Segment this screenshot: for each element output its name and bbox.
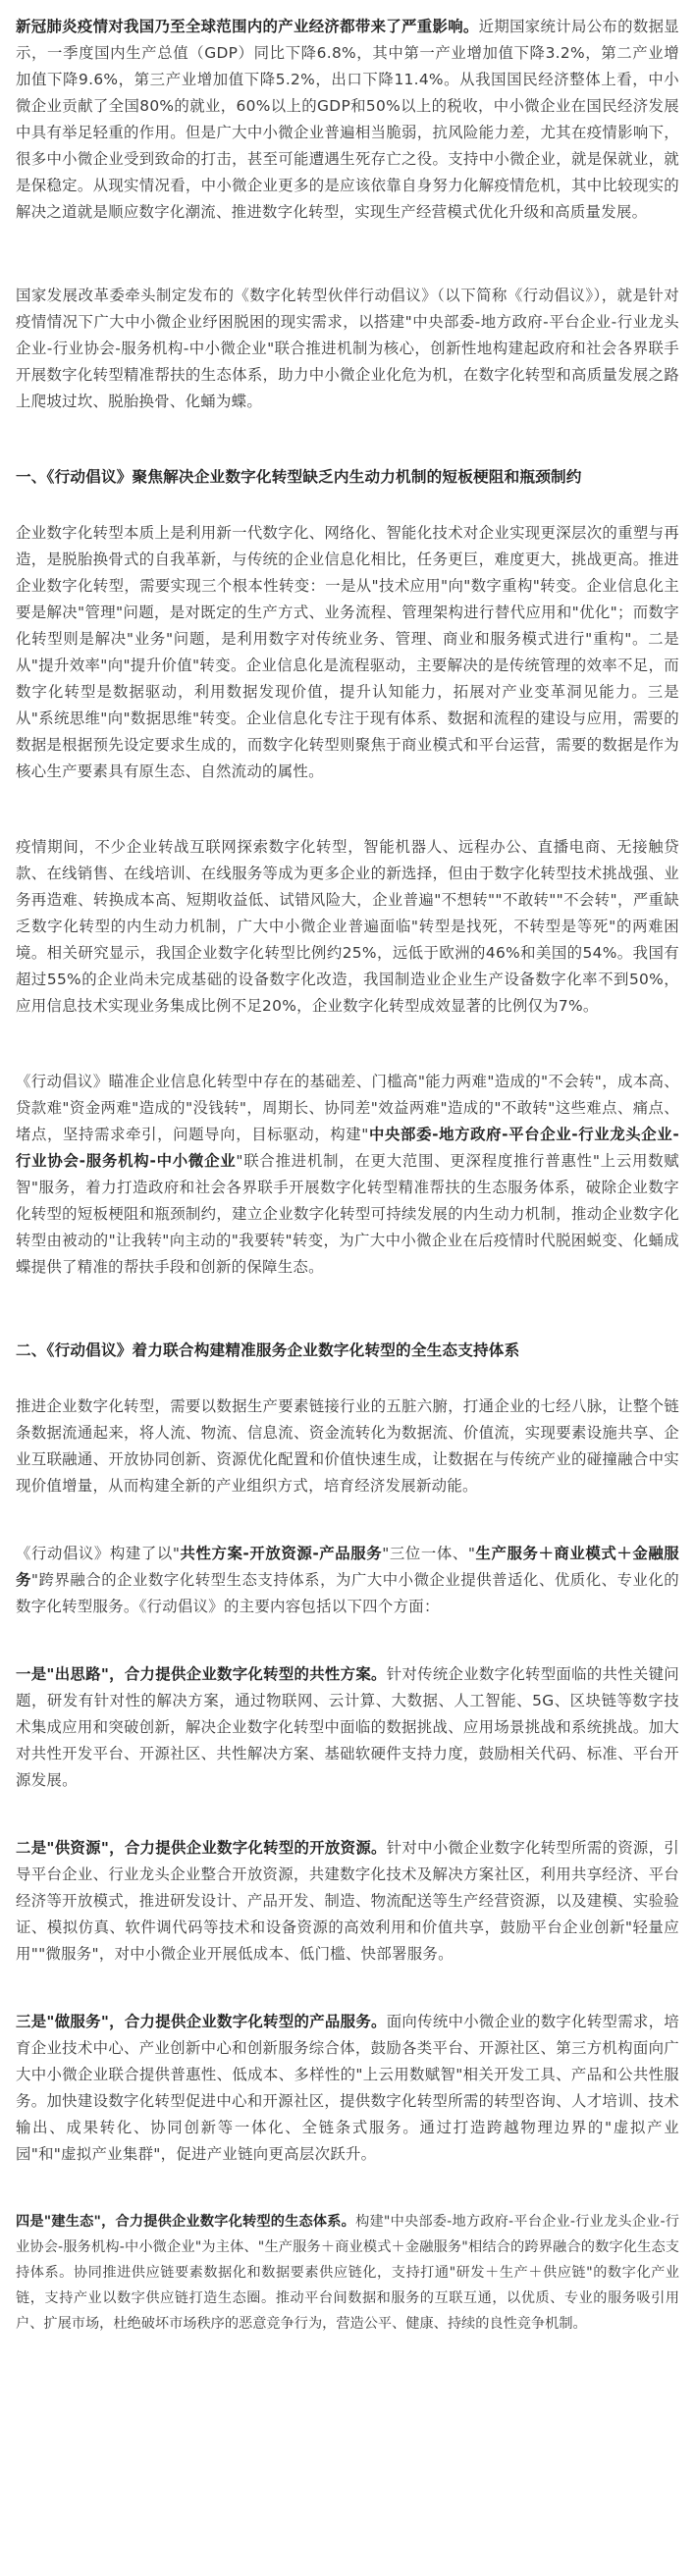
ecosystem-trinity: 共性方案-开放资源-产品服务 bbox=[180, 1545, 383, 1562]
epidemic-paragraph: 疫情期间，不少企业转战互联网探索数字化转型，智能机器人、远程办公、直播电商、无接触贷款、在线销售、在线培训、在线服务等成为更多企业的新选择，但由于数字化转型技术挑战强、业务再造难、转换成本高、短期收益低、试错风险大，企业普遍"不想转""不敢转""不会转"，严重缺乏数字化转型的内生动力机制，广大中小微企业普遍面临"转型是找死，不转型是等死"的两难困境。相关研究显示，我国企业数字化转型比例约25%，远低于欧洲的46%和美国的54%。我国有超过55%的企业尚未完成基础的设备数字化改造，我国制造业企业生产设备数字化率不到50%，应用信息技术实现业务集成比例不足20%，企业数字化转型成效显著的比例仅为7%。 bbox=[16, 838, 679, 1015]
point-one-body: 针对传统企业数字化转型面临的共性关键问题，研发有针对性的解决方案，通过物联网、云计算、大数据、人工智能、5G、区块链等数字技术集成应用和突破创新，解决企业数字化转型中面临的数据挑战、应用场景挑战和系统挑战。加大对共性开发平台、开源社区、共性解决方案、基础软硬件支持力度，鼓励相关代码、标准、平台开源发展。 bbox=[16, 1665, 680, 1789]
point-four-paragraph bbox=[16, 2209, 679, 2337]
intro-paragraph bbox=[16, 14, 679, 226]
ecosystem-text-a: 《行动倡议》构建了以" bbox=[16, 1545, 181, 1562]
point-one-paragraph bbox=[16, 1661, 679, 1794]
transformation-paragraph: 企业数字化转型本质上是利用新一代数字化、网络化、智能化技术对企业实现更深层次的重塑与再造，是脱胎换骨式的自我革新，与传统的企业信息化相比，任务更巨，难度更大，挑战更高。推进企业数字化转型，需要实现三个根本性转变：一是从"技术应用"向"数字重构"转变。企业信息化主要是解决"管理"问题，是对既定的生产方式、业务流程、管理架构进行替代应用和"优化"；而数字化转型则是解决"业务"问题，是利用数字对传统业务、管理、商业和服务模式进行"重构"。二是从"提升效率"向"提升价值"转变。企业信息化是流程驱动，主要解决的是传统管理的效率不足，而数字化转型是数据驱动，利用数据发现价值，提升认知能力，拓展对产业变革洞见能力。三是从"系统思维"向"数据思维"转变。企业信息化专注于现有体系、数据和流程的建设与应用，需要的数据是根据预先设定要求生成的，而数字化转型则聚焦于商业模式和平台运营，需要的数据是作为核心生产要素具有原生态、自然流动的属性。 bbox=[16, 524, 679, 780]
point-two-lead: 二是"供资源"，合力提供企业数字化转型的开放资源。 bbox=[16, 1839, 387, 1857]
ecosystem-crossover: 生产服务＋商业模式＋金融服务 bbox=[16, 1545, 679, 1589]
initiative-paragraph: 国家发展改革委牵头制定发布的《数字化转型伙伴行动倡议》（以下简称《行动倡议》），就是针对疫情情况下广大中小微企业纾困脱困的现实需求，以搭建"中央部委-地方政府-平台企业-行业龙头企业-行业协会-服务机构-中小微企业"联合推进机制为核心，创新性地构建起政府和社会各界联手开展数字化转型精准帮扶的生态体系，助力中小微企业化危为机，在数字化转型和高质量发展之路上爬坡过坎、脱胎换骨、化蛹为蝶。 bbox=[16, 287, 679, 410]
pain-points-text-a: 《行动倡议》瞄准企业信息化转型中存在的基础差、门槛高"能力两难"造成的"不会转"，成本高、贷款难"资金两难"造成的"没钱转"，周期长、协同差"效益两难"造成的"不敢转"这些难点、痛点、堵点，坚持需求牵引，问题导向，目标驱动，构建" bbox=[16, 1073, 679, 1143]
point-three-lead: 三是"做服务"，合力提供企业数字化转型的产品服务。 bbox=[16, 2013, 387, 2030]
section-heading-1: 一、《行动倡议》聚焦解决企业数字化转型缺乏内生动力机制的短板梗阻和瓶颈制约 bbox=[16, 468, 582, 486]
ecosystem-text-c: "三位一体、" bbox=[382, 1545, 476, 1562]
point-two-paragraph bbox=[16, 1835, 679, 1968]
point-one-lead: 一是"出思路"，合力提供企业数字化转型的共性方案。 bbox=[16, 1665, 387, 1683]
point-four-body: 构建"中央部委-地方政府-平台企业-行业龙头企业-行业协会-服务机构-中小微企业"为主体、"生产服务＋商业模式＋金融服务"相结合的跨界融合的数字化生态支持体系。协同推进供应链要素数据化和数据要素供应链化，支持打通"研发＋生产＋供应链"的数字化产业链，支持产业以数字供应链打造生态圈。推动平台间数据和服务的互联互通，以优质、专业的服务吸引用户、扩展市场，杜绝破坏市场秩序的恶意竞争行为，营造公平、健康、持续的良性竞争机制。 bbox=[16, 2214, 679, 2332]
intro-lead: 新冠肺炎疫情对我国乃至全球范围内的产业经济都带来了严重影响。 bbox=[16, 18, 479, 35]
data-flow-paragraph: 推进企业数字化转型，需要以数据生产要素链接行业的五脏六腑，打通企业的七经八脉，让整个链条数据流通起来，将人流、物流、信息流、资金流转化为数据流、价值流，实现要素设施共享、企业互联融通、开放协同创新、资源优化配置和价值快速生成，让数据在与传统产业的碰撞融合中实现价值增量，从而构建全新的产业组织方式，培育经济发展新动能。 bbox=[16, 1397, 679, 1495]
pain-points-text-c: "联合推进机制，在更大范围、更深程度推行普惠性"上云用数赋智"服务，着力打造政府和社会各界联手开展数字化转型精准帮扶的生态服务体系，破除企业数字化转型的短板梗阻和瓶颈制约，建立企业数字化转型可持续发展的内生动力机制，推动企业数字化转型由被动的"让我转"向主动的"我要转"转变，为广大中小微企业在后疫情时代脱困蜕变、化蛹成蝶提供了精准的帮扶手段和创新的保障生态。 bbox=[16, 1152, 680, 1276]
pain-points-paragraph bbox=[16, 1069, 679, 1281]
point-three-paragraph bbox=[16, 2009, 679, 2168]
point-four-lead: 四是"建生态"，合力提供企业数字化转型的生态体系。 bbox=[16, 2214, 356, 2230]
point-two-body: 针对中小微企业数字化转型所需的资源，引导平台企业、行业龙头企业整合开放资源，共建数字化技术及解决方案社区，利用共享经济、平台经济等开放模式，推进研发设计、产品开发、制造、物流配送等生产经营资源，以及建模、实验验证、模拟仿真、软件调代码等技术和设备资源的高效利用和价值共享，鼓励平台企业创新"轻量应用""微服务"，对中小微企业开展低成本、低门槛、快部署服务。 bbox=[16, 1839, 680, 1963]
intro-body: 近期国家统计局公布的数据显示，一季度国内生产总值（GDP）同比下降6.8%，其中第一产业增加值下降3.2%，第二产业增加值下降9.6%，第三产业增加值下降5.2%，出口下降11.4%。从我国国民经济整体上看，中小微企业贡献了全国80%的就业，60%以上的GDP和50%以上的税收，中小微企业在国民经济发展中具有举足轻重的作用。但是广大中小微企业普遍相当脆弱，抗风险能力差，尤其在疫情影响下，很多中小微企业受到致命的打击，甚至可能遭遇生死存亡之役。支持中小微企业，就是保就业，就是保稳定。从现实情况看，中小微企业更多的是应该依靠自身努力化解疫情危机，其中比较现实的解决之道就是顺应数字化潮流、推进数字化转型，实现生产经营模式优化升级和高质量发展。 bbox=[16, 18, 679, 221]
section-heading-2: 二、《行动倡议》着力联合构建精准服务企业数字化转型的全生态支持体系 bbox=[16, 1341, 520, 1359]
point-three-body: 面向传统中小微企业的数字化转型需求，培育企业技术中心、产业创新中心和创新服务综合体，鼓励各类平台、开源社区、第三方机构面向广大中小微企业联合提供普惠性、低成本、多样性的"上云用数赋智"相关开发工具、产品和公共性服务。加快建设数字化转型促进中心和开源社区，提供数字化转型所需的转型咨询、人才培训、技术输出、成果转化、协同创新等一体化、全链条式服务。通过打造跨越物理边界的"虚拟产业园"和"虚拟产业集群"，促进产业链向更高层次跃升。 bbox=[16, 2013, 680, 2163]
ecosystem-intro-paragraph bbox=[16, 1541, 679, 1620]
pain-points-mechanism: 中央部委-地方政府-平台企业-行业龙头企业-行业协会-服务机构-中小微企业 bbox=[16, 1126, 680, 1170]
ecosystem-text-e: "跨界融合的企业数字化转型生态支持体系，为广大中小微企业提供普适化、优质化、专业化的数字化转型服务。《行动倡议》的主要内容包括以下四个方面： bbox=[16, 1571, 679, 1615]
